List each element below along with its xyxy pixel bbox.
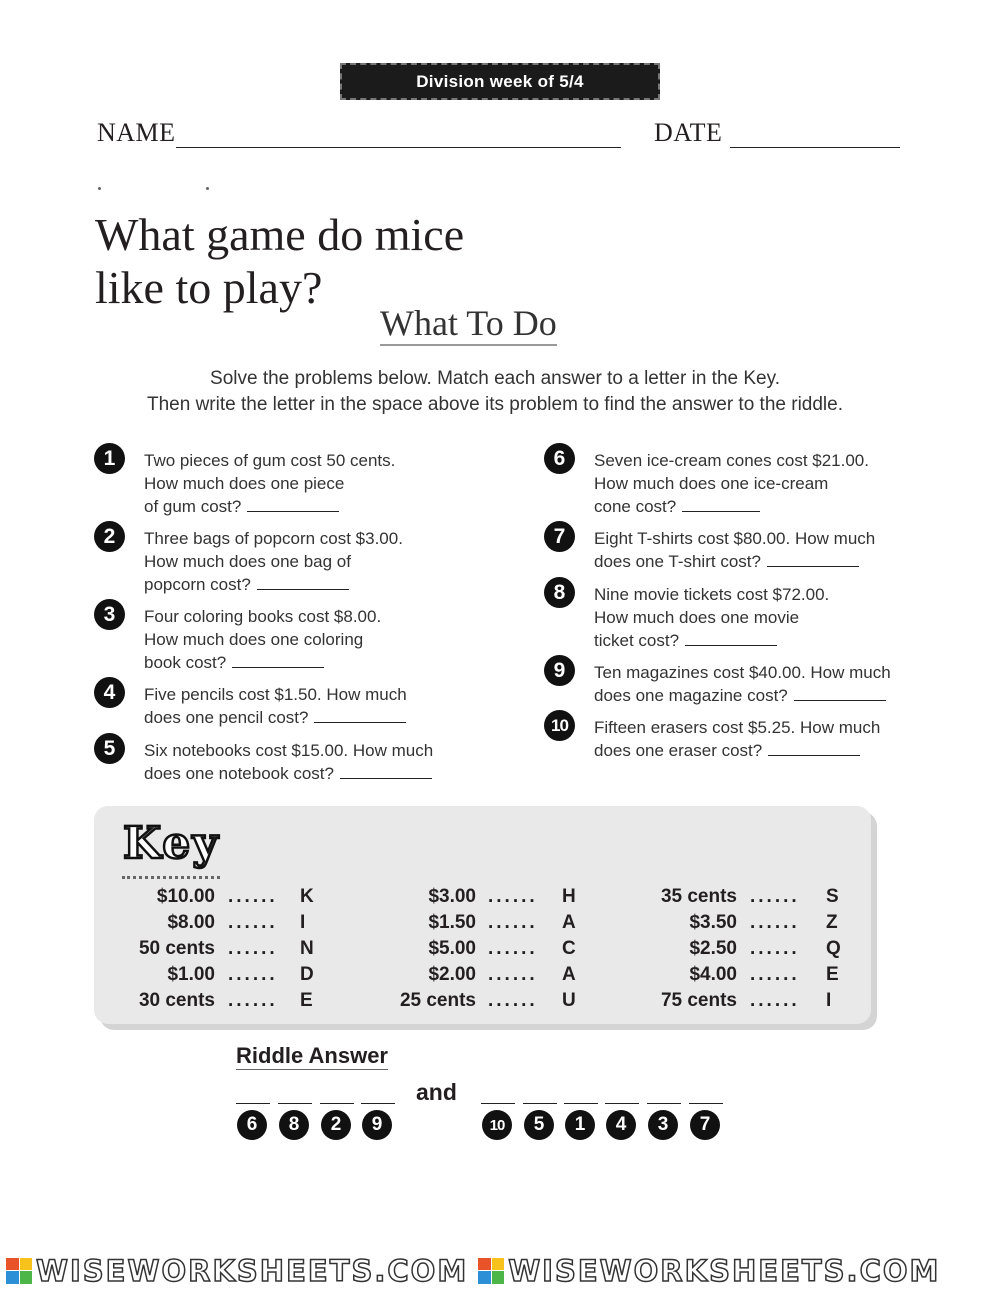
- problem-6: [553, 446, 954, 518]
- problem-text: How much does one coloring: [144, 630, 364, 649]
- brand-logo: [478, 1254, 940, 1288]
- problem-number-badge: 5: [94, 733, 125, 764]
- riddle-question-line-1: What game do mice: [95, 209, 465, 260]
- key-letter: C: [562, 938, 576, 959]
- problem-text: does one T-shirt cost?: [594, 552, 761, 571]
- brand-icon: [478, 1258, 504, 1284]
- problem-text: Three bags of popcorn cost $3.00.: [144, 529, 403, 548]
- key-leader-dots: ......: [750, 912, 800, 933]
- answer-problem-badge: 8: [279, 1110, 309, 1140]
- answer-blank[interactable]: [768, 754, 860, 756]
- key-value: $2.50: [689, 938, 737, 959]
- title-banner: Division week of 5/4: [340, 63, 660, 100]
- key-letter: Q: [826, 938, 841, 959]
- problem-text: How much does one ice-cream: [594, 474, 829, 493]
- problem-text: does one magazine cost?: [594, 686, 788, 705]
- answer-letter-blank[interactable]: [564, 1103, 598, 1104]
- instructions-line-2: Then write the letter in the space above its problem to find the answer to the riddle.: [147, 394, 843, 415]
- problem-text: popcorn cost?: [144, 575, 251, 594]
- answer-letter-blank[interactable]: [605, 1103, 639, 1104]
- key-leader-dots: ......: [750, 964, 800, 985]
- problem-text: book cost?: [144, 653, 227, 672]
- key-value: 30 cents: [138, 990, 215, 1011]
- riddle-answer-label: Riddle Answer: [236, 1043, 388, 1068]
- answer-problem-badge: 1: [565, 1110, 595, 1140]
- key-value: 25 cents: [399, 990, 476, 1011]
- date-field[interactable]: [730, 147, 900, 148]
- key-value: 35 cents: [660, 886, 737, 907]
- key-leader-dots: ......: [228, 912, 278, 933]
- answer-problem-badge: 5: [524, 1110, 554, 1140]
- key-letter: H: [562, 886, 576, 907]
- riddle-question-line-2: like to play?: [95, 262, 323, 313]
- problem-number-badge: 2: [94, 521, 125, 552]
- problem-9: [553, 658, 954, 707]
- brand-icon: [6, 1258, 32, 1284]
- key-value: 50 cents: [138, 938, 215, 959]
- problem-number-badge: 9: [544, 655, 575, 686]
- key-value: $10.00: [156, 886, 215, 907]
- key-letter: Z: [826, 912, 838, 933]
- key-letter: K: [300, 886, 314, 907]
- answer-problem-badge: 7: [690, 1110, 720, 1140]
- answer-letter-blank[interactable]: [481, 1103, 515, 1104]
- problem-3: [103, 602, 504, 674]
- key-leader-dots: ......: [488, 938, 538, 959]
- problem-text: Six notebooks cost $15.00. How much: [144, 741, 434, 760]
- instructions-line-1: Solve the problems below. Match each answer to a letter in the Key.: [210, 368, 780, 389]
- answer-letter-blank[interactable]: [361, 1103, 395, 1104]
- key-value: $5.00: [428, 938, 476, 959]
- problem-text: How much does one piece: [144, 474, 345, 493]
- problem-8: [553, 580, 954, 652]
- key-leader-dots: ......: [488, 912, 538, 933]
- key-value: $2.00: [428, 964, 476, 985]
- problem-number-badge: 8: [544, 577, 575, 608]
- footer-watermark: [0, 1250, 1000, 1291]
- answer-problem-badge: 2: [321, 1110, 351, 1140]
- problem-text: Seven ice-cream cones cost $21.00.: [594, 451, 869, 470]
- problem-text: does one notebook cost?: [144, 764, 334, 783]
- problem-text: Fifteen erasers cost $5.25. How much: [594, 718, 881, 737]
- problem-number-badge: 7: [544, 521, 575, 552]
- problem-number-badge: 6: [544, 443, 575, 474]
- key-letter: E: [826, 964, 839, 985]
- key-letter: U: [562, 990, 576, 1011]
- problem-text: does one eraser cost?: [594, 741, 763, 760]
- key-leader-dots: ......: [228, 964, 278, 985]
- answer-problem-badge: 10: [482, 1110, 512, 1140]
- answer-letter-blank[interactable]: [320, 1103, 354, 1104]
- answer-letter-blank[interactable]: [647, 1103, 681, 1104]
- date-label: DATE: [654, 118, 723, 147]
- problem-text: does one pencil cost?: [144, 708, 309, 727]
- problem-2: [103, 524, 504, 596]
- key-letter: D: [300, 964, 314, 985]
- riddle-connector: and: [416, 1079, 457, 1105]
- answer-letter-blank[interactable]: [523, 1103, 557, 1104]
- answer-blank[interactable]: [257, 588, 349, 590]
- problem-text: of gum cost?: [144, 497, 242, 516]
- key-leader-dots: ......: [228, 886, 278, 907]
- problem-text: Ten magazines cost $40.00. How much: [594, 663, 891, 682]
- key-leader-dots: ......: [488, 886, 538, 907]
- answer-problem-badge: 3: [648, 1110, 678, 1140]
- problem-text: Two pieces of gum cost 50 cents.: [144, 451, 396, 470]
- answer-letter-blank[interactable]: [278, 1103, 312, 1104]
- problem-4: [103, 680, 504, 729]
- problem-text: Five pencils cost $1.50. How much: [144, 685, 407, 704]
- key-value: $1.00: [167, 964, 215, 985]
- key-title-underline: [122, 876, 220, 879]
- key-leader-dots: ......: [750, 938, 800, 959]
- key-value: $1.50: [428, 912, 476, 933]
- key-title: Key: [123, 818, 220, 869]
- problem-text: Four coloring books cost $8.00.: [144, 607, 382, 626]
- key-letter: A: [562, 912, 576, 933]
- problem-7: [553, 524, 954, 573]
- answer-problem-badge: 6: [237, 1110, 267, 1140]
- instructions: [60, 366, 930, 418]
- key-leader-dots: ......: [488, 964, 538, 985]
- answer-letter-blank[interactable]: [689, 1103, 723, 1104]
- key-leader-dots: ......: [750, 990, 800, 1011]
- problem-text: Eight T-shirts cost $80.00. How much: [594, 529, 876, 548]
- name-label: NAME: [97, 118, 176, 147]
- key-letter: N: [300, 938, 314, 959]
- problem-text: How much does one movie: [594, 608, 800, 627]
- answer-problem-badge: 4: [606, 1110, 636, 1140]
- problem-10: [551, 715, 954, 762]
- key-letter: I: [826, 990, 832, 1011]
- answer-blank[interactable]: [682, 510, 760, 512]
- key-letter: A: [562, 964, 576, 985]
- key-leader-dots: ......: [750, 886, 800, 907]
- key-value: $8.00: [167, 912, 215, 933]
- problem-text: How much does one bag of: [144, 552, 351, 571]
- key-leader-dots: ......: [488, 990, 538, 1011]
- decor-dot: [98, 187, 101, 190]
- answer-blank[interactable]: [767, 565, 859, 567]
- riddle-question: [95, 208, 464, 314]
- key-letter: I: [300, 912, 306, 933]
- problem-number-badge: 1: [94, 443, 125, 474]
- answer-blank[interactable]: [314, 721, 406, 723]
- problem-number-badge: 10: [544, 710, 575, 741]
- problem-number-badge: 3: [94, 599, 125, 630]
- answer-blank[interactable]: [247, 510, 339, 512]
- brand-text: WISEWORKSHEETS.COM: [36, 1253, 469, 1288]
- what-to-do-heading: What To Do: [380, 303, 557, 346]
- key-value: $3.50: [689, 912, 737, 933]
- name-field[interactable]: [176, 147, 621, 148]
- problem-5: [103, 736, 504, 785]
- answer-blank[interactable]: [340, 777, 432, 779]
- key-value: 75 cents: [660, 990, 737, 1011]
- brand-text: WISEWORKSHEETS.COM: [508, 1253, 941, 1288]
- answer-blank[interactable]: [685, 644, 777, 646]
- problem-text: ticket cost?: [594, 631, 680, 650]
- problem-text: cone cost?: [594, 497, 677, 516]
- decor-dot: [206, 187, 209, 190]
- answer-blank[interactable]: [232, 666, 324, 668]
- brand-logo: [6, 1254, 468, 1288]
- problem-text: Nine movie tickets cost $72.00.: [594, 585, 830, 604]
- answer-problem-badge: 9: [362, 1110, 392, 1140]
- key-value: $3.00: [428, 886, 476, 907]
- answer-blank[interactable]: [794, 699, 886, 701]
- key-letter: S: [826, 886, 839, 907]
- key-value: $4.00: [689, 964, 737, 985]
- problem-1: [103, 446, 504, 518]
- key-leader-dots: ......: [228, 938, 278, 959]
- key-leader-dots: ......: [228, 990, 278, 1011]
- key-letter: E: [300, 990, 313, 1011]
- answer-letter-blank[interactable]: [236, 1103, 270, 1104]
- problem-number-badge: 4: [94, 677, 125, 708]
